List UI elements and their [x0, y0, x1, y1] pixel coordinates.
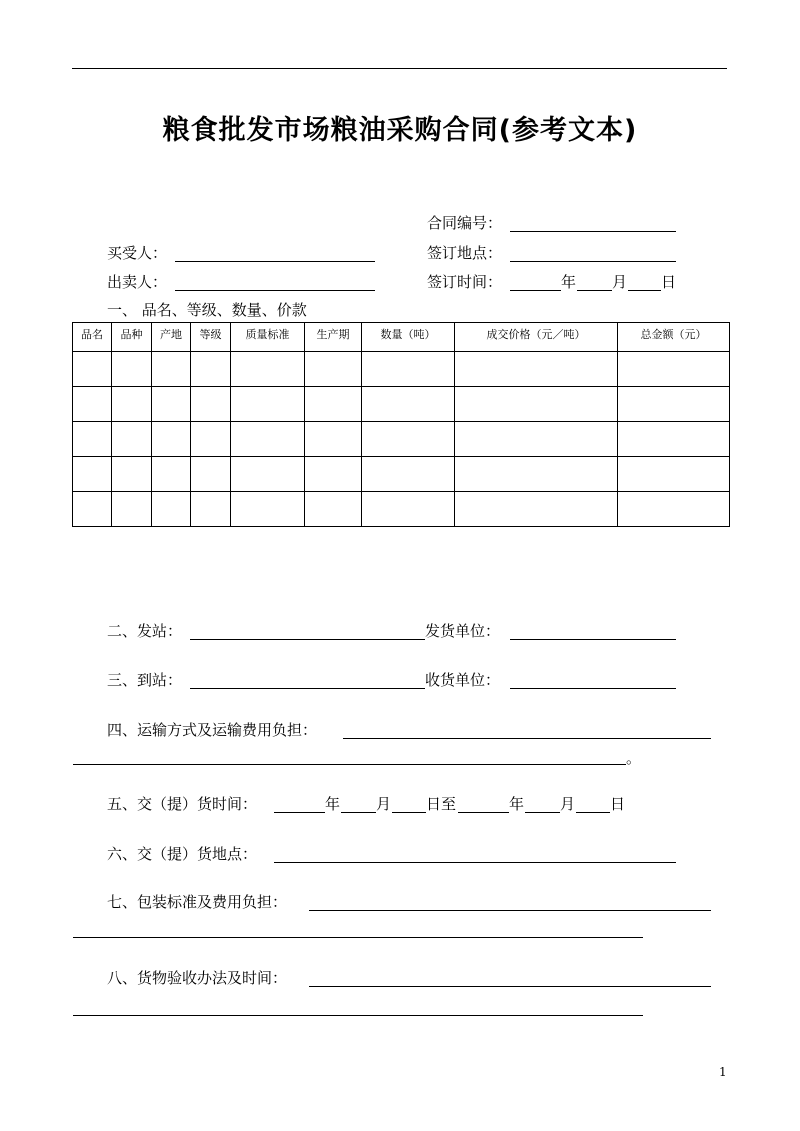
- table-cell[interactable]: [112, 457, 152, 492]
- delivery-day-to: 日至: [426, 795, 457, 813]
- table-cell[interactable]: [73, 352, 112, 387]
- transport-field-line1[interactable]: [343, 738, 711, 739]
- sign-place-label: 签订地点：: [427, 244, 503, 262]
- table-cell[interactable]: [191, 352, 231, 387]
- delivery-start-month-unit: 月: [376, 795, 392, 813]
- table-cell[interactable]: [152, 387, 191, 422]
- table-cell[interactable]: [231, 492, 305, 527]
- delivery-start-year-unit: 年: [325, 795, 341, 813]
- column-header: 总金额（元）: [618, 323, 730, 352]
- table-cell[interactable]: [112, 492, 152, 527]
- buyer-field[interactable]: [175, 261, 375, 262]
- table-cell[interactable]: [455, 422, 618, 457]
- page-number: 1: [719, 1065, 727, 1079]
- delivery-end-month-field[interactable]: [525, 812, 560, 813]
- table-cell[interactable]: [112, 422, 152, 457]
- column-header: 质量标准: [231, 323, 305, 352]
- shipper-field[interactable]: [510, 639, 676, 640]
- table-cell[interactable]: [305, 387, 362, 422]
- section6-label: 六、交（提）货地点：: [107, 845, 258, 863]
- consignee-field[interactable]: [510, 688, 676, 689]
- section5-label: 五、交（提）货时间：: [107, 795, 258, 813]
- table-cell[interactable]: [231, 387, 305, 422]
- goods-table: [72, 322, 730, 527]
- section4-label: 四、运输方式及运输费用负担：: [107, 721, 318, 739]
- table-cell[interactable]: [618, 352, 730, 387]
- table-row: [73, 492, 730, 527]
- table-cell[interactable]: [191, 457, 231, 492]
- sign-day-unit: 日: [661, 273, 677, 291]
- section3-label: 三、到站：: [107, 671, 183, 689]
- sign-month-field[interactable]: [577, 290, 612, 291]
- column-header: 生产期: [305, 323, 362, 352]
- contract-no-label: 合同编号：: [427, 214, 503, 232]
- table-cell[interactable]: [618, 422, 730, 457]
- section8-label: 八、货物验收办法及时间：: [107, 969, 288, 987]
- delivery-end-day-unit: 日: [610, 795, 626, 813]
- table-cell[interactable]: [152, 422, 191, 457]
- section7-label: 七、包装标准及费用负担：: [107, 893, 288, 911]
- buyer-label: 买受人：: [107, 244, 168, 262]
- table-cell[interactable]: [618, 457, 730, 492]
- sign-year-field[interactable]: [510, 290, 561, 291]
- table-cell[interactable]: [305, 457, 362, 492]
- section4-end-mark: 。: [626, 749, 642, 767]
- table-cell[interactable]: [455, 492, 618, 527]
- table-cell[interactable]: [455, 352, 618, 387]
- column-header: 品名: [73, 323, 112, 352]
- sign-place-field[interactable]: [510, 261, 676, 262]
- delivery-end-day-field[interactable]: [576, 812, 610, 813]
- table-row: [73, 352, 730, 387]
- inspection-field-line1[interactable]: [309, 986, 711, 987]
- delivery-start-day-field[interactable]: [392, 812, 426, 813]
- consignee-label: 收货单位：: [425, 671, 501, 689]
- table-cell[interactable]: [73, 492, 112, 527]
- document-title: 粮食批发市场粮油采购合同(参考文本): [162, 115, 638, 146]
- table-cell[interactable]: [191, 492, 231, 527]
- table-cell[interactable]: [305, 352, 362, 387]
- table-row: [73, 457, 730, 492]
- packaging-field-line1[interactable]: [309, 910, 711, 911]
- table-cell[interactable]: [112, 387, 152, 422]
- table-cell[interactable]: [362, 352, 455, 387]
- sign-month-unit: 月: [612, 273, 628, 291]
- column-header: 等级: [191, 323, 231, 352]
- column-header: 品种: [112, 323, 152, 352]
- table-row: [73, 387, 730, 422]
- table-cell[interactable]: [362, 422, 455, 457]
- table-cell[interactable]: [231, 457, 305, 492]
- inspection-field-line2[interactable]: [73, 1015, 643, 1016]
- column-header: 数量（吨）: [362, 323, 455, 352]
- delivery-end-year-field[interactable]: [458, 812, 509, 813]
- delivery-start-month-field[interactable]: [341, 812, 376, 813]
- table-cell[interactable]: [362, 492, 455, 527]
- sign-year-unit: 年: [561, 273, 577, 291]
- delivery-start-year-field[interactable]: [274, 812, 325, 813]
- table-cell[interactable]: [305, 492, 362, 527]
- header-rule: [72, 68, 727, 69]
- table-cell[interactable]: [73, 422, 112, 457]
- contract-no-field[interactable]: [510, 231, 676, 232]
- shipper-label: 发货单位：: [425, 622, 501, 640]
- table-cell[interactable]: [618, 492, 730, 527]
- sign-time-label: 签订时间：: [427, 273, 503, 291]
- delivery-end-month-unit: 月: [560, 795, 576, 813]
- table-cell[interactable]: [231, 352, 305, 387]
- table-cell[interactable]: [362, 387, 455, 422]
- departure-station-field[interactable]: [190, 639, 425, 640]
- table-cell[interactable]: [455, 387, 618, 422]
- table-cell[interactable]: [362, 457, 455, 492]
- table-cell[interactable]: [231, 422, 305, 457]
- table-cell[interactable]: [152, 457, 191, 492]
- sign-day-field[interactable]: [628, 290, 661, 291]
- table-cell[interactable]: [112, 352, 152, 387]
- seller-field[interactable]: [175, 290, 375, 291]
- table-header-row: [73, 323, 730, 352]
- section2-label: 二、发站：: [107, 622, 183, 640]
- table-cell[interactable]: [191, 387, 231, 422]
- delivery-end-year-unit: 年: [509, 795, 525, 813]
- transport-field-line2[interactable]: [73, 764, 626, 765]
- column-header: 成交价格（元／吨）: [455, 323, 618, 352]
- seller-label: 出卖人：: [107, 273, 168, 291]
- table-cell[interactable]: [618, 387, 730, 422]
- table-row: [73, 422, 730, 457]
- section1-heading: 一、 品名、等级、数量、价款: [107, 301, 307, 319]
- arrival-station-field[interactable]: [190, 688, 425, 689]
- packaging-field-line2[interactable]: [73, 937, 643, 938]
- delivery-place-field[interactable]: [274, 862, 676, 863]
- table-cell[interactable]: [191, 422, 231, 457]
- table-cell[interactable]: [73, 457, 112, 492]
- table-cell[interactable]: [152, 492, 191, 527]
- table-cell[interactable]: [305, 422, 362, 457]
- table-cell[interactable]: [73, 387, 112, 422]
- column-header: 产地: [152, 323, 191, 352]
- table-cell[interactable]: [152, 352, 191, 387]
- table-cell[interactable]: [455, 457, 618, 492]
